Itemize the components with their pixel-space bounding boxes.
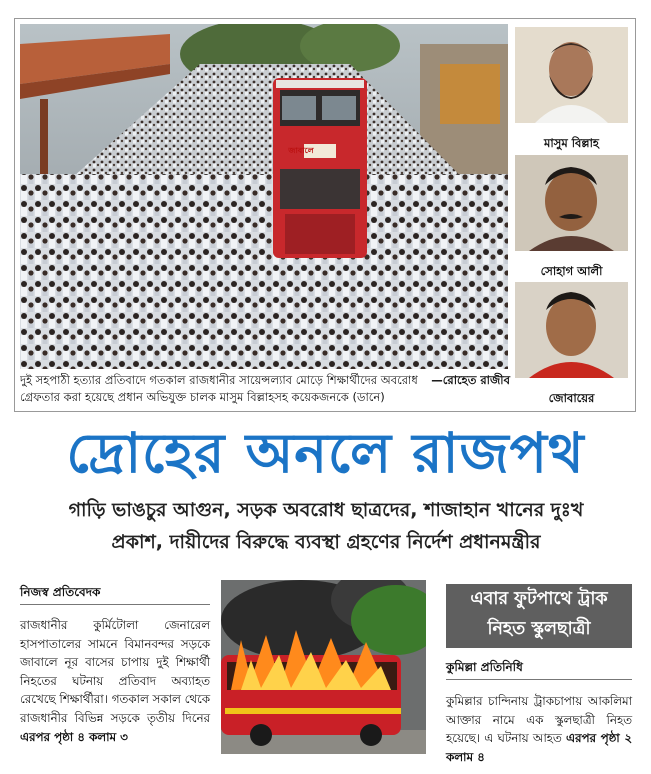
photo-caption	[20, 372, 510, 406]
bus-sign: জাবালে	[288, 146, 314, 155]
photo-credit: —রোহেত রাজীব	[431, 373, 510, 387]
portrait-masum-billah	[515, 27, 628, 123]
caption-line: গ্রেফতার করা হয়েছে প্রধান অভিযুক্ত চালক মাসুম বিল্লাহসহ কয়েকজনকে (ডানে)	[20, 390, 385, 404]
continue-link[interactable]: এরপর পৃষ্ঠা ২ কলাম ৪	[446, 731, 633, 764]
caption-line: দুই সহপাঠী হত্যার প্রতিবাদে গতকাল রাজধানীর সায়েন্সল্যাব মোড়ে শিক্ষার্থীদের অবরোধ	[20, 373, 418, 387]
side-story-title	[446, 584, 632, 648]
portrait-name: জোবায়ের	[548, 391, 595, 405]
red-bus	[273, 78, 367, 258]
left-byline: নিজস্ব প্রতিবেদক	[20, 585, 101, 599]
protest-photo	[20, 24, 508, 369]
right-story-text	[446, 692, 632, 766]
title-line: নিহত স্কুলছাত্রী	[487, 619, 591, 639]
story-body: কুমিল্লার চান্দিনায় ট্রাকচাপায় আকলিমা আক্তার নামে এক স্কুলছাত্রী নিহত হয়েছে। এ ঘটনায় আহত	[446, 694, 632, 746]
subhead-line: গাড়ি ভাঙচুর আগুন, সড়ক অবরোধ ছাত্রদের, শাজাহান খানের দুঃখ	[68, 499, 584, 521]
right-byline: কুমিল্লা প্রতিনিধি	[446, 660, 523, 674]
story-body: রাজধানীর কুর্মিটোলা জেনারেল হাসপাতালের সামনে বিমানবন্দর সড়কে জাবালে নূর বাসের চাপায় দুই শিক্ষার্থী নিহতের ঘটনায় প্রতিবাদ অব্যাহত রেখেছে শিক্ষার্থীরা। গতকাল সকাল থেকে রাজধানীর বিভিন্ন সড়কে তৃতীয় দিনের	[20, 618, 210, 725]
title-line: এবার ফুটপাথে ট্রাক	[470, 589, 608, 609]
portrait-jobayer	[515, 282, 628, 378]
subheadline	[14, 494, 638, 558]
portrait-name: সোহাগ আলী	[540, 264, 603, 278]
portrait-name: মাসুম বিল্লাহ	[544, 136, 599, 150]
bus-fire-photo	[221, 580, 426, 754]
left-story-text	[20, 616, 210, 746]
portrait-sohag-ali	[515, 155, 628, 251]
divider	[446, 679, 632, 680]
subhead-line: প্রকাশ, দায়ীদের বিরুদ্ধে ব্যবস্থা গ্রহণের নির্দেশ প্রধানমন্ত্রীর	[111, 531, 541, 553]
divider	[20, 604, 210, 605]
continue-link[interactable]: এরপর পৃষ্ঠা ৪ কলাম ৩	[20, 729, 128, 744]
headline: দ্রোহের অনলে রাজপথ	[66, 421, 585, 485]
